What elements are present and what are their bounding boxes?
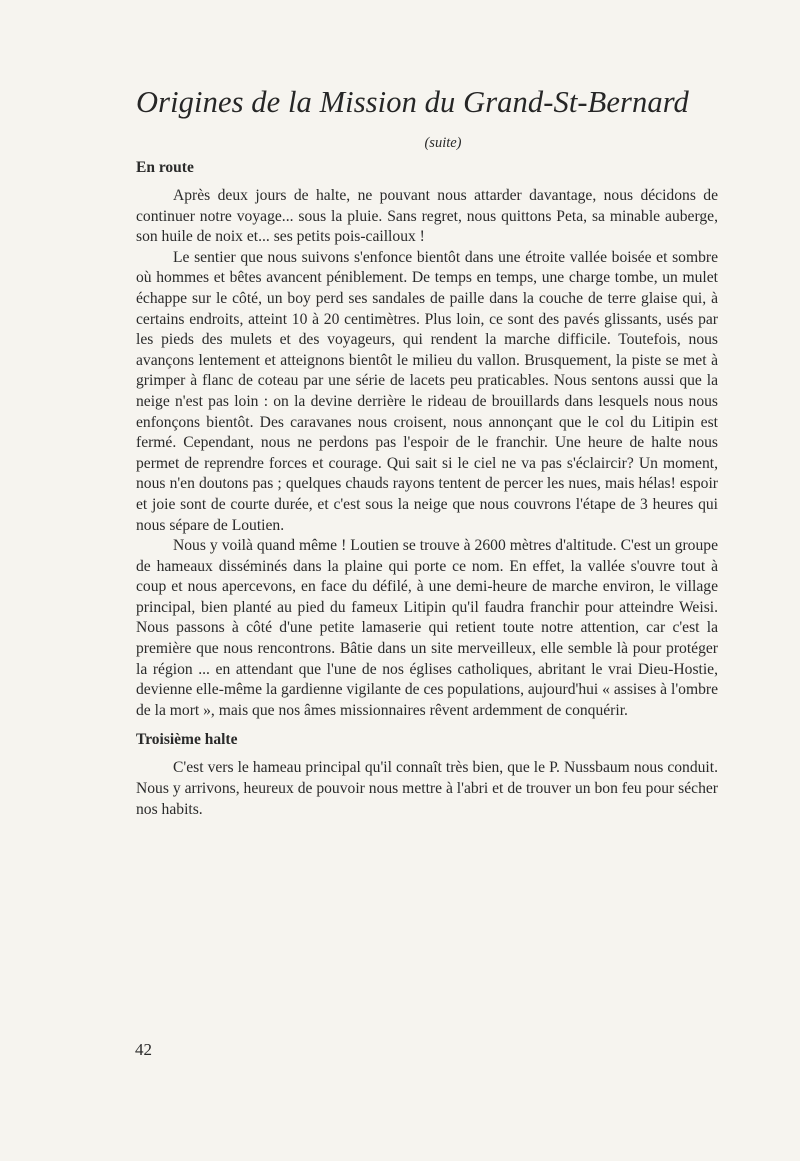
paragraph: Le sentier que nous suivons s'enfonce bientôt dans une étroite vallée boisée et sombre où hommes et bêtes avancent péniblement. De temps en temps, une charge tombe, un mulet échappe sur le côté, un boy perd ses sandales de paille dans la couche de terre glaise qui, à certains endroits, atteint 10 à 20 centimètres. Plus loin, ce sont des pavés glissants, usés par les pieds des mulets et des voyageurs, qui rendent la marche difficile. Toutefois, nous avançons lentement et atteignons bientôt le milieu du vallon. Brusquement, la piste se met à grimper à flanc de coteau par une série de lacets peu praticables. Nous sentons aussi que la neige n'est pas loin : on la devine derrière le rideau de brouillards dans lesquels nous nous enfonçons bientôt. Des caravanes nous croisent, nous annonçant que le col du Litipin est fermé. Cependant, nous ne perdons pas l'espoir de le franchir. Une heure de halte nous permet de reprendre forces et courage. Qui sait si le ciel ne va pas s'éclaircir? Un moment, nous n'en doutons pas ; quelques chauds rayons tentent de percer les nues, mais hélas! espoir et joie sont de courte durée, et c'est sous la neige que nous couvrons l'étape de 3 heures qui nous sépare de Loutien.: [136, 248, 718, 534]
section-heading-en-route: En route: [136, 159, 194, 176]
paragraph: Nous y voilà quand même ! Loutien se trouve à 2600 mètres d'altitude. C'est un groupe de hameaux disséminés dans la plaine qui porte ce nom. En effet, la vallée s'ouvre tout à coup et nous apercevons, en face du défilé, à une demi-heure de marche environ, le village principal, bien planté au pied du fameux Litipin qu'il faudra franchir pour atteindre Weisi. Nous passons à côté d'une petite lamaserie qui retient toute notre attention, car c'est la première que nous rencontrons. Bâtie dans un site merveilleux, elle semble là pour protéger la région ... en attendant que l'une de nos églises catholiques, abritant le vrai Dieu-Hostie, devienne elle-même la gardienne vigilante de ces populations, aujourd'hui « assises à l'ombre de la mort », mais que nos âmes missionnaires rêvent ardemment de conquérir.: [136, 537, 718, 719]
page-content: [136, 82, 718, 820]
section-heading-troisieme-halte: Troisième halte: [136, 731, 238, 749]
article-title: Origines de la Mission du Grand-St-Bernard: [136, 85, 689, 119]
paragraph: Après deux jours de halte, ne pouvant nous attarder davantage, nous décidons de continuer notre voyage... sous la pluie. Sans regret, nous quittons Peta, sa minable auberge, son huile de noix et... ses petits pois-cailloux !: [136, 187, 718, 246]
article-subtitle: (suite): [424, 135, 462, 151]
paragraph: C'est vers le hameau principal qu'il connaît très bien, que le P. Nussbaum nous conduit. Nous y arrivons, heureux de pouvoir nous mettre à l'abri et de trouver un bon feu pour sécher nos habits.: [136, 759, 718, 818]
page-number: 42: [135, 1040, 152, 1059]
